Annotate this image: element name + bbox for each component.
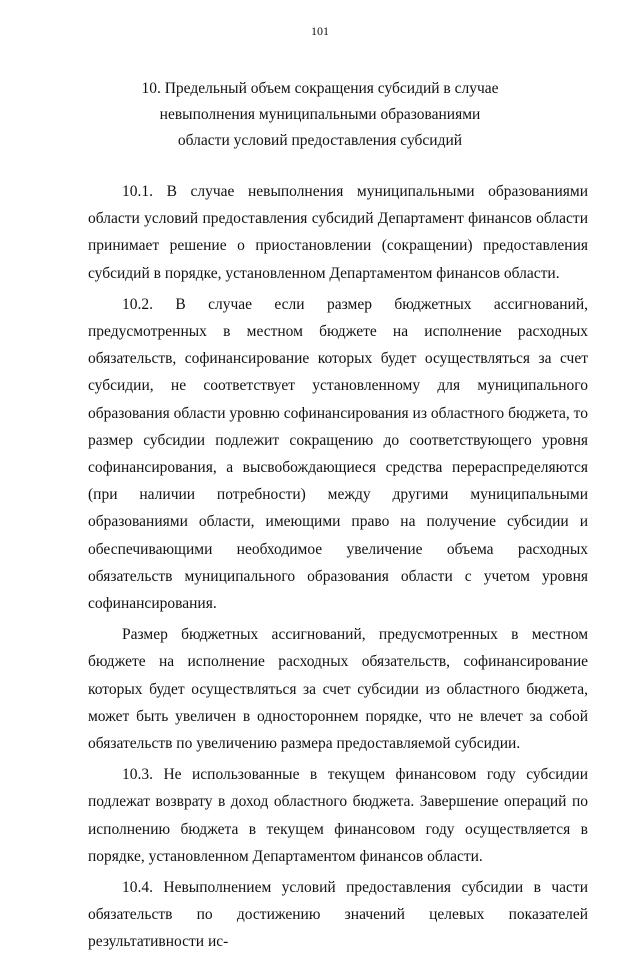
body-text (88, 178, 588, 956)
paragraph-10-2: 10.2. В случае если размер бюджетных ассигнований, предусмотренных в местном бюджете на исполнение расходных обязательств, софинансирование которых будет осуществляться за счет субсидии, не соответствует установленному для муниципального образования области уровню софинансирования из областного бюджета, то размер субсидии подлежит сокращению до соответствующего уровня софинансирования, а высвобождающиеся средства перераспределяются (при наличии потребности) между другими муниципальными образованиями области, имеющими право на получение субсидии и обеспечивающими необходимое увеличение объема расходных обязательств муниципального образования области с учетом уровня софинансирования. (88, 295, 588, 613)
paragraph-10-1: 10.1. В случае невыполнения муниципальными образованиями области условий предоставления субсидий Департамент финансов области принимает решение о приостановлении (сокращении) предоставления субсидий в порядке, установленном Департаментом финансов области. (88, 183, 588, 282)
section-title-line: 10. Предельный объем сокращения субсидий в случае (141, 80, 499, 97)
paragraph-budget-size: Размер бюджетных ассигнований, предусмотренных в местном бюджете на исполнение расходных обязательств, софинансирование которых будет осуществляться за счет субсидии из областного бюджета, может быть увеличен в одностороннем порядке, что не влечет за собой обязательств по увеличению размера предоставляемой субсидии. (88, 626, 588, 753)
paragraph-10-4: 10.4. Невыполнением условий предоставления субсидии в части обязательств по достижению значений целевых показателей результативности ис- (88, 879, 588, 951)
paragraph-10-3: 10.3. Не использованные в текущем финансовом году субсидии подлежат возврату в доход областного бюджета. Завершение операций по исполнению бюджета в текущем финансовом году осуществляется в порядке, установленном Департаментом финансов области. (88, 766, 588, 865)
section-title-line: невыполнения муниципальными образованиями (159, 106, 481, 123)
section-title-line: области условий предоставления субсидий (177, 132, 463, 149)
page-number: 101 (311, 24, 329, 38)
section-title (90, 76, 550, 154)
